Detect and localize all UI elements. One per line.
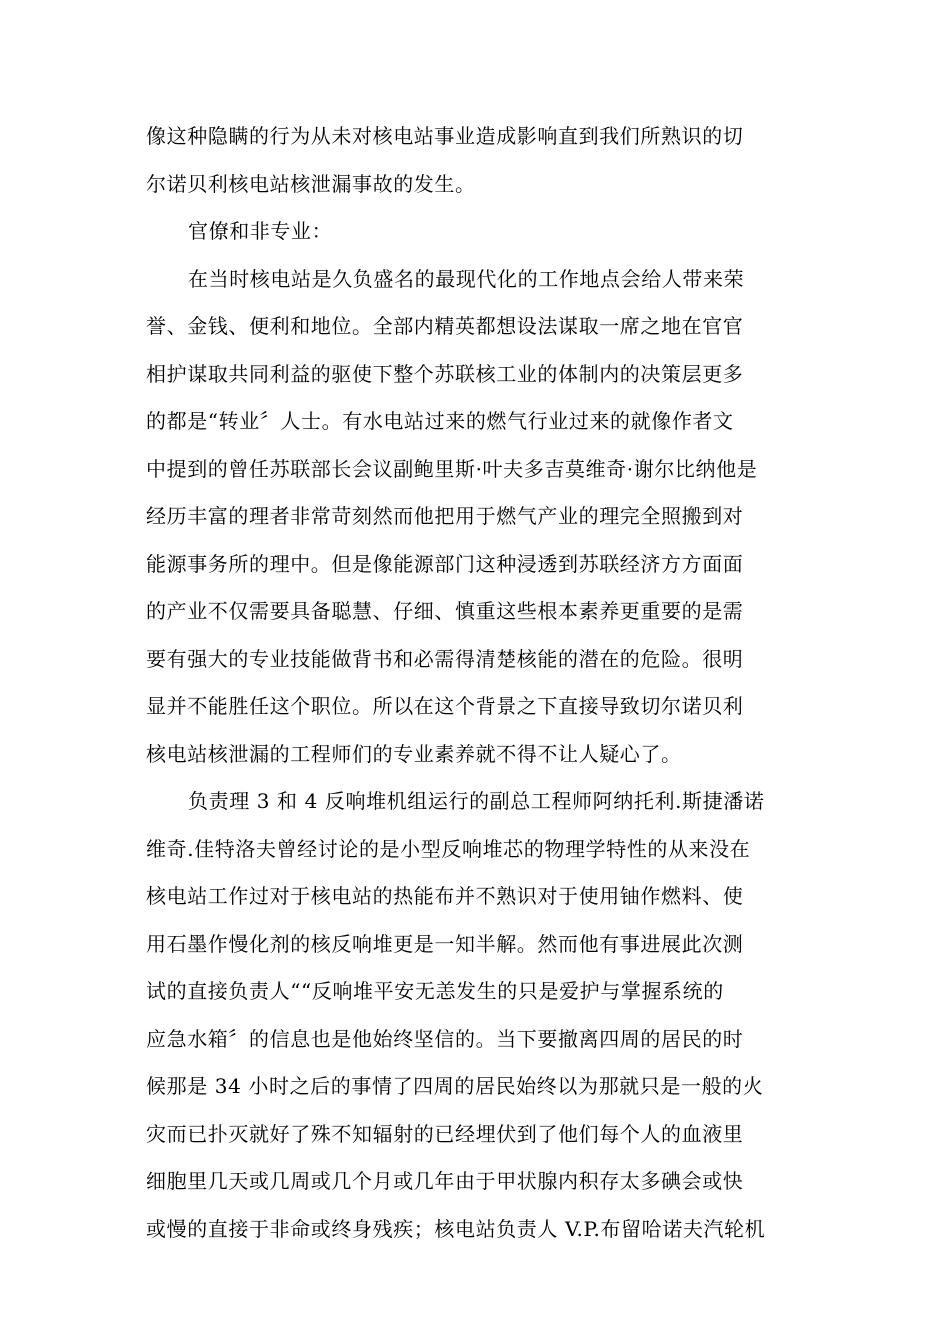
text-line: 相护谋取共同利益的驱使下整个苏联核工业的体制内的决策层更多 (146, 361, 744, 386)
text-line: 在当时核电站是久负盛名的最现代化的工作地点会给人带来荣 (188, 266, 745, 291)
text-line: 用石墨作慢化剂的核反响堆更是一知半解。然而他有事进展此次测 (146, 931, 744, 956)
text-line: 或慢的直接于非命或终身残疾；核电站负责人 V.P.布留哈诺夫汽轮机 (146, 1216, 766, 1241)
text-line: 的产业不仅需要具备聪慧、仔细、慎重这些根本素养更重要的是需 (146, 599, 744, 623)
document-body (146, 113, 814, 1253)
text-line: 细胞里几天或几周或几个月或几年由于甲状腺内积存太多碘会或快 (146, 1169, 744, 1193)
text-line: 显并不能胜任这个职位。所以在这个背景之下直接导致切尔诺贝利 (146, 694, 744, 718)
text-line: 的都是“转业〞人士。有水电站过来的燃气行业过来的就像作者文 (146, 409, 734, 433)
text-line: 应急水箱〞的信息也是他始终坚信的。当下要撤离四周的居民的时 (146, 1026, 744, 1051)
text-line: 核电站核泄漏的工程师们的专业素养就不得不让人疑心了。 (146, 741, 682, 766)
text-line: 要有强大的专业技能做背书和必需得清楚核能的潜在的危险。很明 (146, 646, 744, 671)
text-line: 中提到的曾任苏联部长会议副鲍里斯·叶夫多吉莫维奇·谢尔比纳他是 (146, 456, 758, 481)
text-line: 官僚和非专业： (188, 219, 333, 243)
text-line: 像这种隐瞒的行为从未对核电站事业造成影响直到我们所熟识的切 (146, 124, 744, 148)
text-line: 负责理 3 和 4 反响堆机组运行的副总工程师阿纳托利.斯捷潘诺 (188, 789, 765, 813)
text-line: 核电站工作过对于核电站的热能布并不熟识对于使用铀作燃料、使 (146, 884, 744, 908)
text-line: 灾而已扑灭就好了殊不知辐射的已经埋伏到了他们每个人的血液里 (146, 1121, 744, 1146)
text-line: 经历丰富的理者非常苛刻然而他把用于燃气产业的理完全照搬到对 (146, 504, 744, 528)
text-line: 誉、金钱、便利和地位。全部内精英都想设法谋取一席之地在官官 (146, 314, 744, 338)
text-line: 尔诺贝利核电站核泄漏事故的发生。 (146, 171, 476, 196)
text-line: 候那是 34 小时之后的事情了四周的居民始终以为那就只是一般的火 (146, 1074, 764, 1098)
text-line: 能源事务所的理中。但是像能源部门这种浸透到苏联经济方方面面 (146, 551, 744, 576)
text-line: 维奇.佳特洛夫曾经讨论的是小型反响堆芯的物理学特性的从来没在 (146, 836, 751, 861)
text-line: 试的直接负责人““反响堆平安无恙发生的只是爱护与掌握系统的 (146, 979, 724, 1003)
